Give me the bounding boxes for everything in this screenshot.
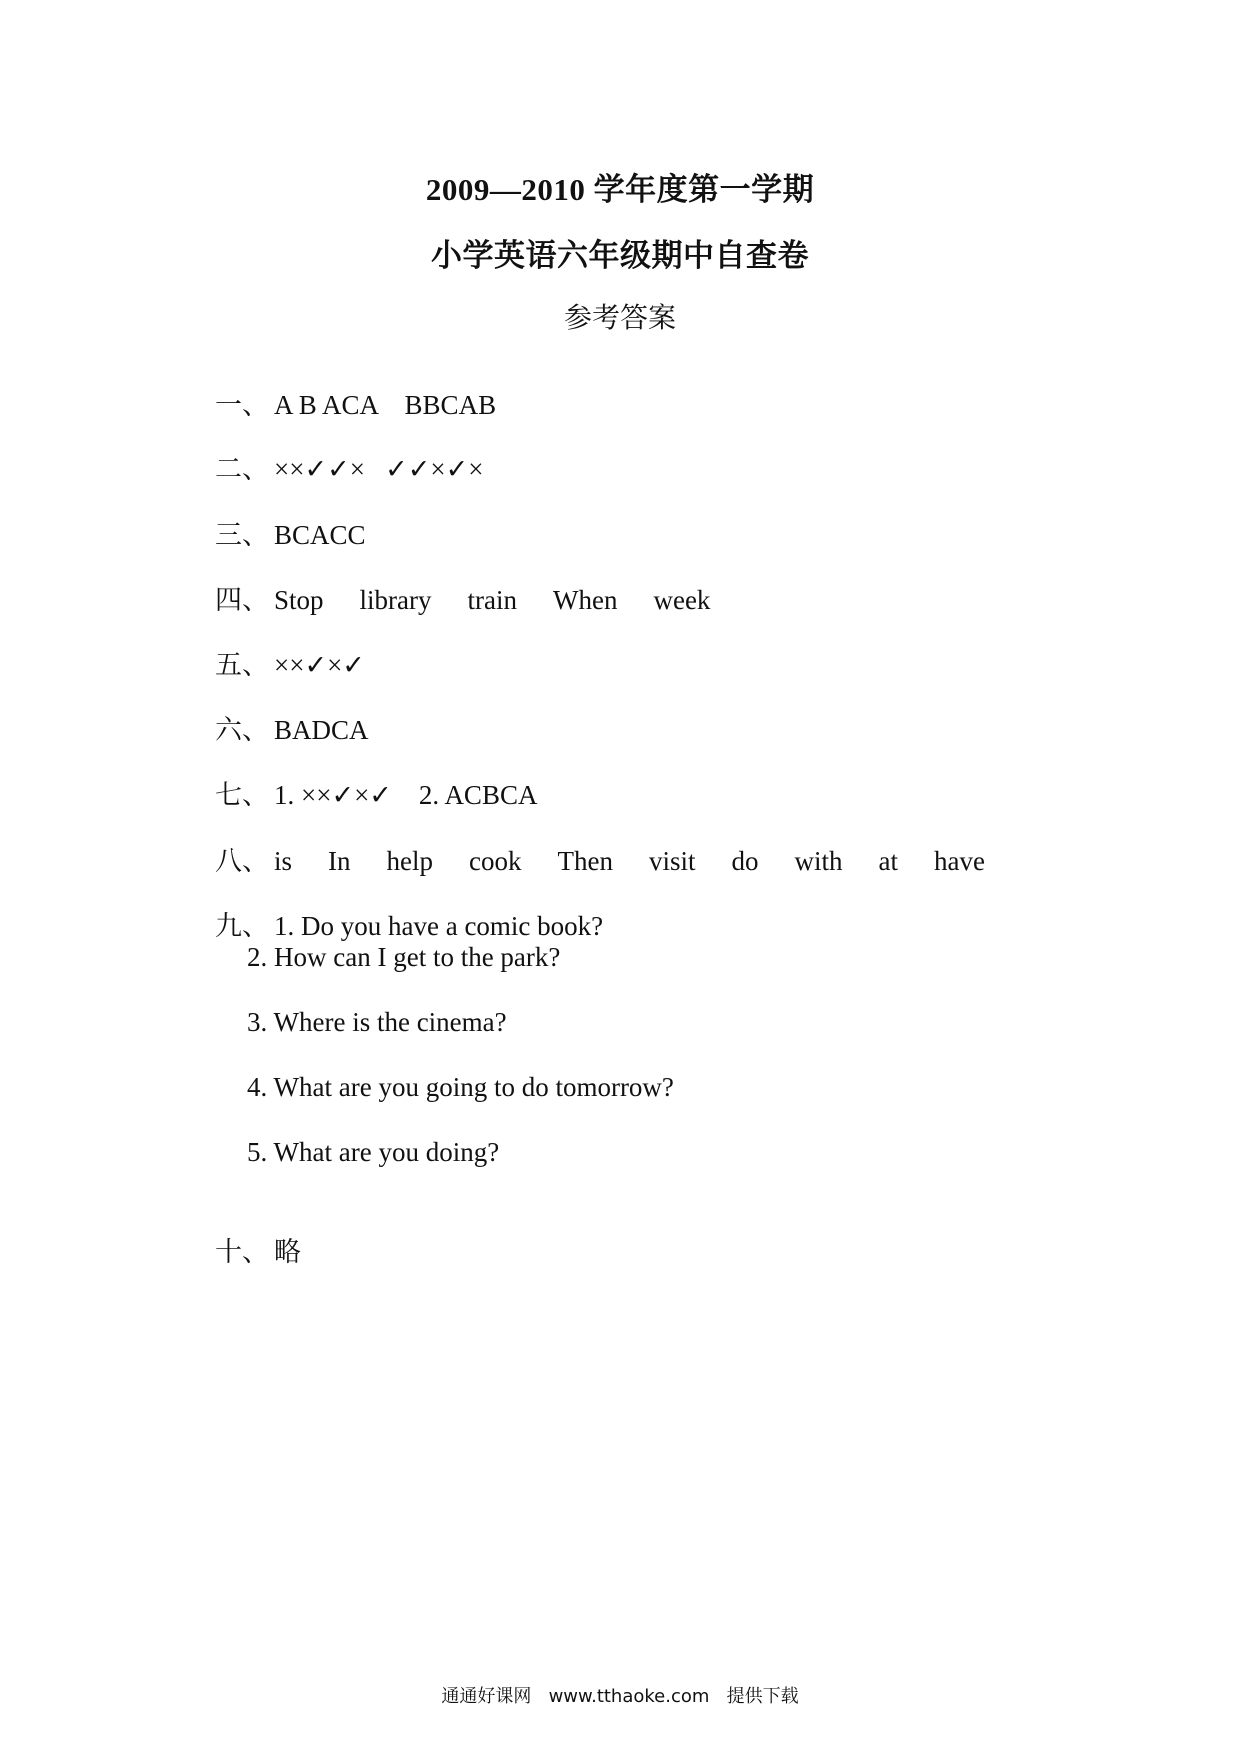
section-number: 五、 <box>215 650 269 680</box>
answer-text: 1. Do you have a comic book? <box>274 911 604 941</box>
title-exam-name: 小学英语六年级期中自查卷 <box>431 238 809 273</box>
answer-row-9-item-3: 3. Where is the cinema? <box>247 1007 507 1037</box>
answer-word: When <box>553 585 618 615</box>
answer-text: BCACC <box>274 520 366 550</box>
answer-word: do <box>731 846 759 876</box>
answer-word: week <box>653 585 711 615</box>
subtitle-reference-answers: 参考答案 <box>563 303 676 334</box>
answer-word: Then <box>557 846 613 876</box>
answer-text: 1. ××✓×✓ 2. ACBCA <box>274 780 538 810</box>
answer-row-9-item-2: 2. How can I get to the park? <box>247 942 561 972</box>
answer-word: visit <box>648 846 696 876</box>
answer-word: help <box>386 846 434 876</box>
section-number: 一、 <box>215 390 269 420</box>
answer-text: ××✓×✓ <box>274 650 365 680</box>
answer-word: library <box>359 585 432 615</box>
answer-text: BADCA <box>274 715 369 745</box>
section-number: 二、 <box>215 454 269 484</box>
answer-word: cook <box>469 846 522 876</box>
answer-word: have <box>934 846 985 876</box>
answer-text: A B ACA BBCAB <box>274 390 497 420</box>
answer-row-9-item-5: 5. What are you doing? <box>247 1137 500 1167</box>
section-number: 六、 <box>215 715 269 745</box>
title-school-year: 2009—2010 学年度第一学期 <box>425 172 815 207</box>
answer-word: In <box>328 846 351 876</box>
section-number: 三、 <box>215 520 269 550</box>
section-number: 四、 <box>215 585 269 615</box>
answer-word: is <box>274 846 293 876</box>
answer-text: ××✓✓× ✓✓×✓× <box>274 454 484 484</box>
answer-word: at <box>878 846 899 876</box>
section-number: 八、 <box>215 846 269 876</box>
answer-row-9-item-4: 4. What are you going to do tomorrow? <box>247 1072 674 1102</box>
section-number: 七、 <box>215 780 269 810</box>
answer-text: 略 <box>274 1237 301 1267</box>
section-number: 十、 <box>215 1237 269 1267</box>
footer-download-note: 通通好课网 www.tthaoke.com 提供下载 <box>441 1686 799 1707</box>
answer-word: train <box>467 585 517 615</box>
answer-row-10 <box>188 1201 301 1303</box>
section-number: 九、 <box>215 911 269 941</box>
answer-word: Stop <box>274 585 324 615</box>
answer-word: with <box>794 846 843 876</box>
